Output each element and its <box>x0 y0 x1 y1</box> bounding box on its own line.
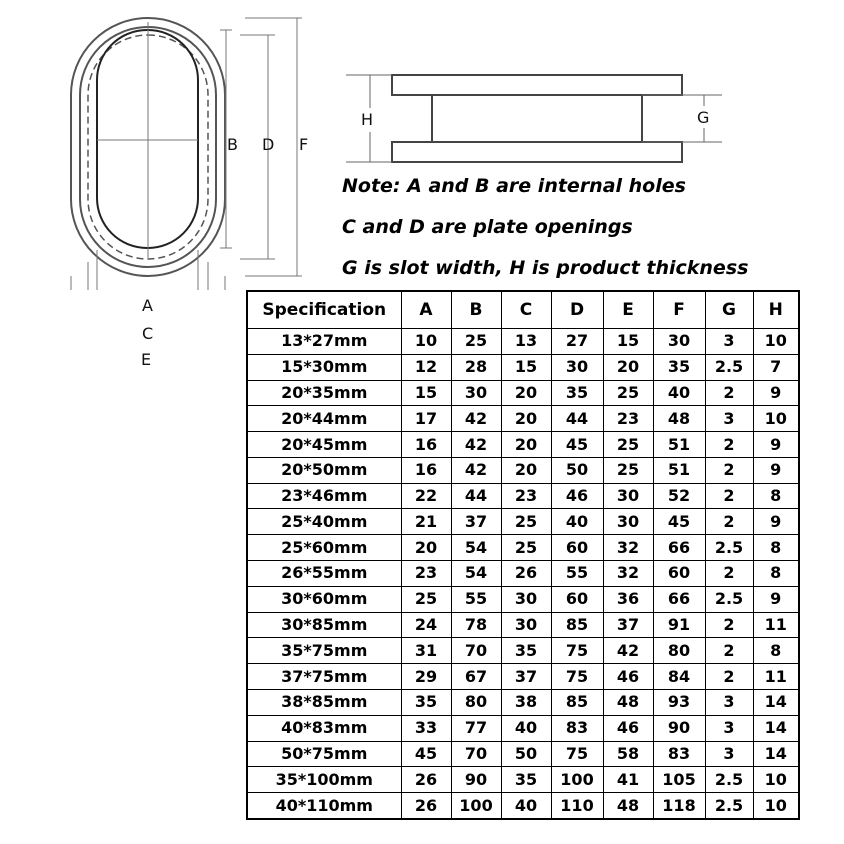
value-cell: 3 <box>705 741 753 767</box>
value-cell: 110 <box>551 793 603 819</box>
dimension-label-g: G <box>697 108 710 127</box>
table-row <box>247 793 799 819</box>
value-cell: 10 <box>401 329 451 355</box>
value-cell: 84 <box>653 664 705 690</box>
value-cell: 2 <box>705 380 753 406</box>
column-header-b: B <box>451 291 501 329</box>
value-cell: 22 <box>401 483 451 509</box>
value-cell: 25 <box>501 535 551 561</box>
spec-cell: 35*75mm <box>247 638 401 664</box>
value-cell: 20 <box>501 380 551 406</box>
column-header-a: A <box>401 291 451 329</box>
value-cell: 42 <box>451 457 501 483</box>
spec-cell: 20*45mm <box>247 432 401 458</box>
value-cell: 44 <box>551 406 603 432</box>
dimension-label-f: F <box>299 135 309 154</box>
value-cell: 40 <box>653 380 705 406</box>
spec-cell: 38*85mm <box>247 689 401 715</box>
value-cell: 50 <box>551 457 603 483</box>
value-cell: 2 <box>705 638 753 664</box>
value-cell: 3 <box>705 715 753 741</box>
value-cell: 23 <box>603 406 653 432</box>
spec-cell: 23*46mm <box>247 483 401 509</box>
value-cell: 60 <box>551 535 603 561</box>
value-cell: 70 <box>451 741 501 767</box>
dimension-label-b: B <box>227 135 238 154</box>
column-header-d: D <box>551 291 603 329</box>
value-cell: 9 <box>753 380 799 406</box>
value-cell: 13 <box>501 329 551 355</box>
value-cell: 2.5 <box>705 767 753 793</box>
value-cell: 35 <box>501 767 551 793</box>
column-header-f: F <box>653 291 705 329</box>
value-cell: 118 <box>653 793 705 819</box>
value-cell: 50 <box>501 741 551 767</box>
value-cell: 28 <box>451 354 501 380</box>
value-cell: 14 <box>753 715 799 741</box>
value-cell: 14 <box>753 741 799 767</box>
value-cell: 42 <box>603 638 653 664</box>
side-bottom-flange <box>392 142 682 162</box>
value-cell: 85 <box>551 612 603 638</box>
value-cell: 46 <box>603 715 653 741</box>
value-cell: 2 <box>705 483 753 509</box>
value-cell: 11 <box>753 612 799 638</box>
value-cell: 35 <box>501 638 551 664</box>
value-cell: 35 <box>401 689 451 715</box>
table-row <box>247 329 799 355</box>
dimension-label-d: D <box>262 135 275 154</box>
value-cell: 37 <box>603 612 653 638</box>
table-row <box>247 535 799 561</box>
value-cell: 2 <box>705 432 753 458</box>
spec-cell: 37*75mm <box>247 664 401 690</box>
value-cell: 31 <box>401 638 451 664</box>
value-cell: 10 <box>753 329 799 355</box>
value-cell: 67 <box>451 664 501 690</box>
value-cell: 25 <box>603 457 653 483</box>
value-cell: 41 <box>603 767 653 793</box>
table-row <box>247 457 799 483</box>
note-plate-openings: C and D are plate openings <box>342 216 633 238</box>
value-cell: 105 <box>653 767 705 793</box>
side-top-flange <box>392 75 682 95</box>
value-cell: 2.5 <box>705 586 753 612</box>
value-cell: 78 <box>451 612 501 638</box>
value-cell: 25 <box>401 586 451 612</box>
spec-cell: 40*83mm <box>247 715 401 741</box>
value-cell: 10 <box>753 767 799 793</box>
side-body <box>432 95 642 142</box>
technical-drawing <box>0 0 844 290</box>
value-cell: 85 <box>551 689 603 715</box>
value-cell: 30 <box>451 380 501 406</box>
value-cell: 10 <box>753 793 799 819</box>
value-cell: 70 <box>451 638 501 664</box>
table-row <box>247 406 799 432</box>
value-cell: 25 <box>603 432 653 458</box>
value-cell: 83 <box>653 741 705 767</box>
value-cell: 9 <box>753 432 799 458</box>
spec-cell: 13*27mm <box>247 329 401 355</box>
table-row <box>247 483 799 509</box>
value-cell: 75 <box>551 664 603 690</box>
value-cell: 2.5 <box>705 793 753 819</box>
value-cell: 3 <box>705 406 753 432</box>
value-cell: 51 <box>653 432 705 458</box>
value-cell: 2 <box>705 612 753 638</box>
dimension-label-c: C <box>142 324 154 343</box>
value-cell: 66 <box>653 586 705 612</box>
table-row <box>247 689 799 715</box>
table-row <box>247 354 799 380</box>
value-cell: 30 <box>501 612 551 638</box>
value-cell: 75 <box>551 741 603 767</box>
spec-cell: 35*100mm <box>247 767 401 793</box>
value-cell: 9 <box>753 457 799 483</box>
table-header-row <box>247 291 799 329</box>
table-row <box>247 561 799 587</box>
table-row <box>247 612 799 638</box>
value-cell: 20 <box>501 457 551 483</box>
value-cell: 55 <box>451 586 501 612</box>
spec-cell: 25*60mm <box>247 535 401 561</box>
spec-cell: 20*50mm <box>247 457 401 483</box>
value-cell: 35 <box>551 380 603 406</box>
table-row <box>247 432 799 458</box>
value-cell: 52 <box>653 483 705 509</box>
note-slot-thickness: G is slot width, H is product thickness <box>342 257 749 279</box>
note-internal-holes: Note: A and B are internal holes <box>342 175 686 197</box>
value-cell: 27 <box>551 329 603 355</box>
value-cell: 40 <box>501 715 551 741</box>
value-cell: 48 <box>653 406 705 432</box>
value-cell: 40 <box>551 509 603 535</box>
value-cell: 14 <box>753 689 799 715</box>
value-cell: 54 <box>451 561 501 587</box>
value-cell: 33 <box>401 715 451 741</box>
value-cell: 16 <box>401 432 451 458</box>
value-cell: 38 <box>501 689 551 715</box>
value-cell: 45 <box>653 509 705 535</box>
value-cell: 54 <box>451 535 501 561</box>
spec-cell: 26*55mm <box>247 561 401 587</box>
dimension-label-a: A <box>142 296 153 315</box>
table-row <box>247 664 799 690</box>
value-cell: 25 <box>501 509 551 535</box>
value-cell: 100 <box>451 793 501 819</box>
value-cell: 93 <box>653 689 705 715</box>
value-cell: 80 <box>653 638 705 664</box>
value-cell: 20 <box>603 354 653 380</box>
value-cell: 60 <box>551 586 603 612</box>
table-row <box>247 741 799 767</box>
value-cell: 40 <box>501 793 551 819</box>
value-cell: 46 <box>603 664 653 690</box>
value-cell: 2 <box>705 457 753 483</box>
value-cell: 60 <box>653 561 705 587</box>
column-header-c: C <box>501 291 551 329</box>
value-cell: 91 <box>653 612 705 638</box>
table-row <box>247 380 799 406</box>
table-row <box>247 767 799 793</box>
spec-cell: 25*40mm <box>247 509 401 535</box>
value-cell: 90 <box>653 715 705 741</box>
value-cell: 9 <box>753 509 799 535</box>
value-cell: 8 <box>753 535 799 561</box>
value-cell: 30 <box>603 509 653 535</box>
value-cell: 37 <box>451 509 501 535</box>
value-cell: 48 <box>603 793 653 819</box>
value-cell: 26 <box>401 767 451 793</box>
table-row <box>247 638 799 664</box>
spec-cell: 15*30mm <box>247 354 401 380</box>
column-header-g: G <box>705 291 753 329</box>
column-header-specification: Specification <box>247 291 401 329</box>
value-cell: 55 <box>551 561 603 587</box>
value-cell: 25 <box>451 329 501 355</box>
value-cell: 23 <box>501 483 551 509</box>
value-cell: 20 <box>501 432 551 458</box>
value-cell: 8 <box>753 638 799 664</box>
value-cell: 8 <box>753 483 799 509</box>
value-cell: 30 <box>551 354 603 380</box>
value-cell: 75 <box>551 638 603 664</box>
value-cell: 15 <box>603 329 653 355</box>
value-cell: 24 <box>401 612 451 638</box>
value-cell: 36 <box>603 586 653 612</box>
specification-table <box>246 290 800 820</box>
table-row <box>247 715 799 741</box>
value-cell: 29 <box>401 664 451 690</box>
value-cell: 9 <box>753 586 799 612</box>
value-cell: 66 <box>653 535 705 561</box>
value-cell: 21 <box>401 509 451 535</box>
spec-cell: 40*110mm <box>247 793 401 819</box>
value-cell: 100 <box>551 767 603 793</box>
value-cell: 26 <box>501 561 551 587</box>
value-cell: 15 <box>501 354 551 380</box>
value-cell: 30 <box>603 483 653 509</box>
value-cell: 20 <box>401 535 451 561</box>
value-cell: 23 <box>401 561 451 587</box>
value-cell: 42 <box>451 432 501 458</box>
spec-cell: 20*35mm <box>247 380 401 406</box>
dimension-label-h: H <box>361 110 374 129</box>
value-cell: 8 <box>753 561 799 587</box>
value-cell: 2 <box>705 509 753 535</box>
value-cell: 32 <box>603 561 653 587</box>
value-cell: 42 <box>451 406 501 432</box>
value-cell: 3 <box>705 329 753 355</box>
value-cell: 46 <box>551 483 603 509</box>
value-cell: 7 <box>753 354 799 380</box>
value-cell: 15 <box>401 380 451 406</box>
spec-cell: 30*60mm <box>247 586 401 612</box>
value-cell: 83 <box>551 715 603 741</box>
spec-cell: 30*85mm <box>247 612 401 638</box>
value-cell: 20 <box>501 406 551 432</box>
value-cell: 2 <box>705 561 753 587</box>
value-cell: 30 <box>653 329 705 355</box>
value-cell: 3 <box>705 689 753 715</box>
spec-cell: 50*75mm <box>247 741 401 767</box>
value-cell: 16 <box>401 457 451 483</box>
value-cell: 80 <box>451 689 501 715</box>
value-cell: 25 <box>603 380 653 406</box>
column-header-e: E <box>603 291 653 329</box>
value-cell: 45 <box>551 432 603 458</box>
dimension-label-e: E <box>141 350 152 369</box>
table-row <box>247 509 799 535</box>
value-cell: 2.5 <box>705 535 753 561</box>
column-header-h: H <box>753 291 799 329</box>
value-cell: 12 <box>401 354 451 380</box>
value-cell: 32 <box>603 535 653 561</box>
value-cell: 35 <box>653 354 705 380</box>
value-cell: 77 <box>451 715 501 741</box>
value-cell: 44 <box>451 483 501 509</box>
value-cell: 26 <box>401 793 451 819</box>
value-cell: 2 <box>705 664 753 690</box>
value-cell: 90 <box>451 767 501 793</box>
value-cell: 51 <box>653 457 705 483</box>
value-cell: 58 <box>603 741 653 767</box>
value-cell: 37 <box>501 664 551 690</box>
spec-cell: 20*44mm <box>247 406 401 432</box>
value-cell: 2.5 <box>705 354 753 380</box>
value-cell: 17 <box>401 406 451 432</box>
table-row <box>247 586 799 612</box>
value-cell: 45 <box>401 741 451 767</box>
value-cell: 30 <box>501 586 551 612</box>
value-cell: 10 <box>753 406 799 432</box>
value-cell: 48 <box>603 689 653 715</box>
value-cell: 11 <box>753 664 799 690</box>
